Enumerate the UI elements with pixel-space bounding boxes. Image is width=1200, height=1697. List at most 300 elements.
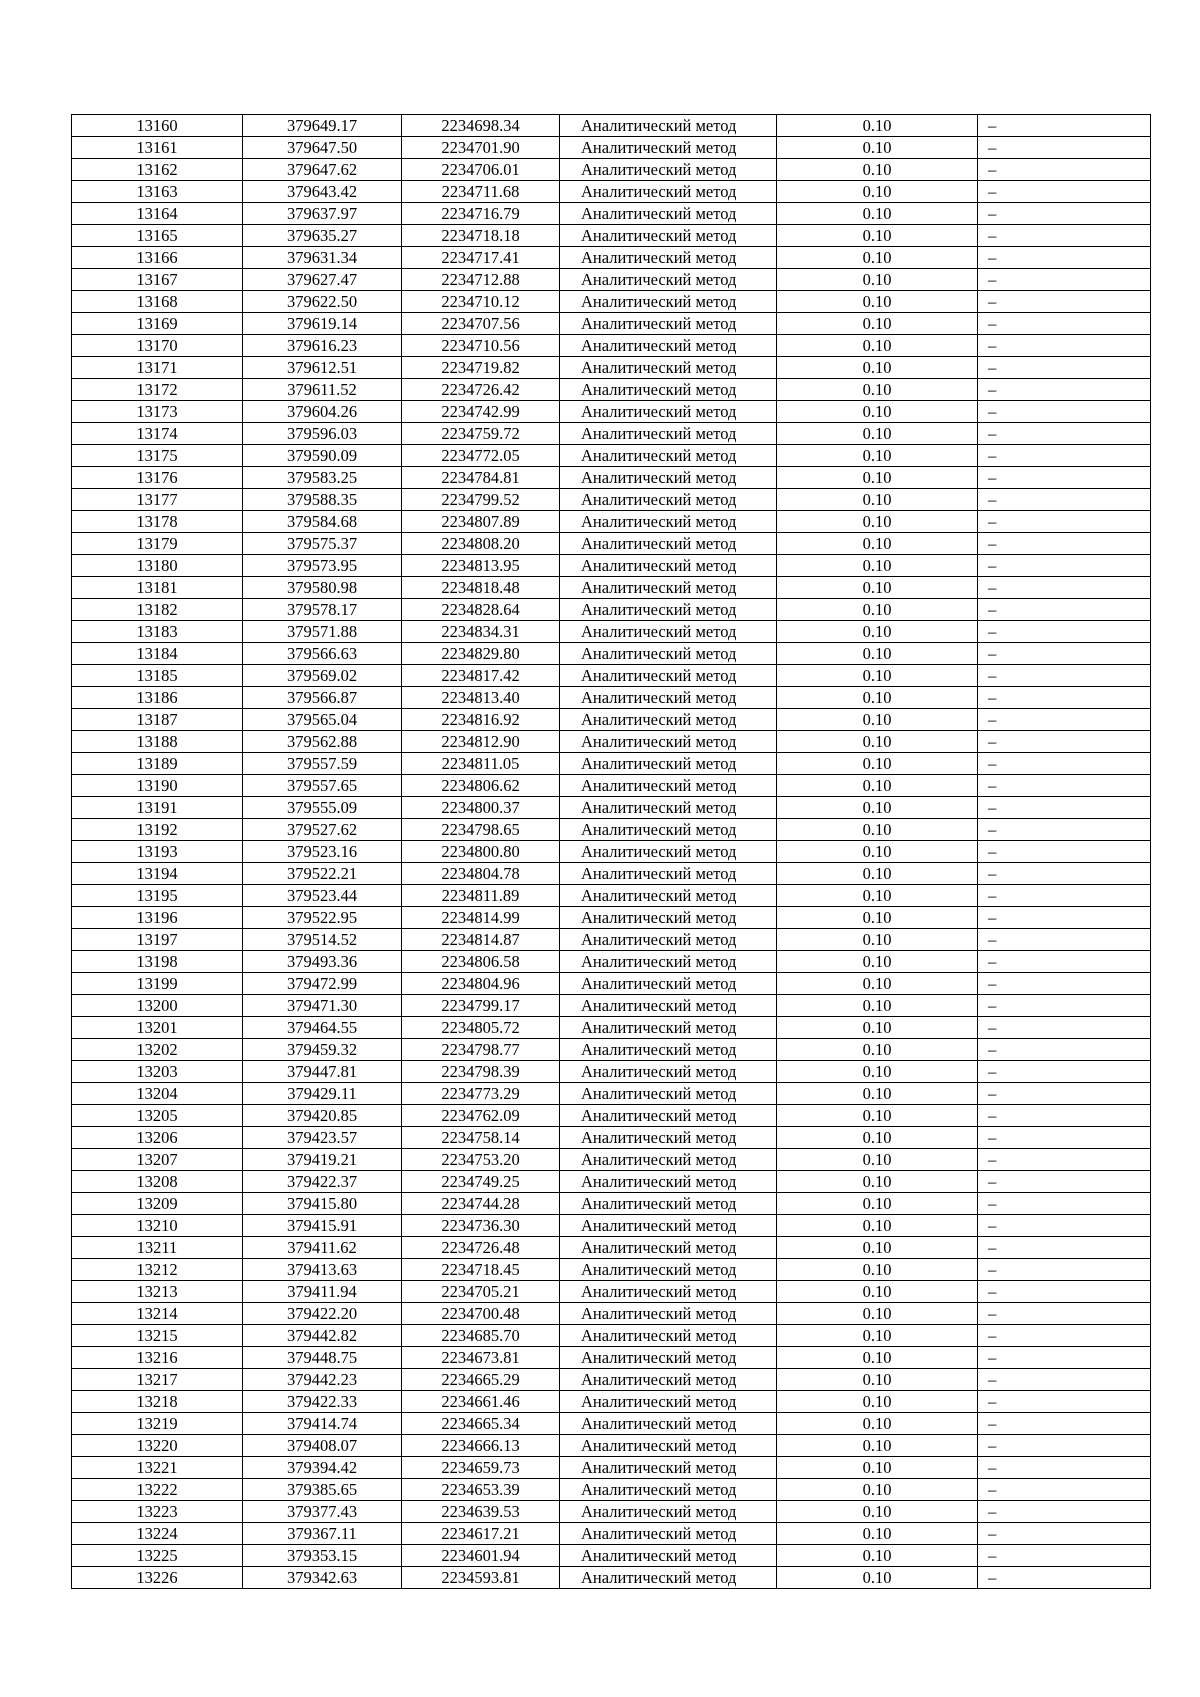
y-coordinate-cell: 2234811.89 [402,885,560,907]
x-coordinate-cell: 379459.32 [243,1039,402,1061]
note-cell: – [978,1325,1151,1347]
point-number-cell: 13200 [72,995,243,1017]
precision-cell: 0.10 [777,379,978,401]
x-coordinate-cell: 379619.14 [243,313,402,335]
precision-cell: 0.10 [777,621,978,643]
x-coordinate-cell: 379414.74 [243,1413,402,1435]
method-cell: Аналитический метод [560,753,777,775]
table-row [72,511,1151,533]
y-coordinate-cell: 2234719.82 [402,357,560,379]
x-coordinate-cell: 379562.88 [243,731,402,753]
y-coordinate-cell: 2234706.01 [402,159,560,181]
point-number-cell: 13210 [72,1215,243,1237]
method-cell: Аналитический метод [560,797,777,819]
note-cell: – [978,1413,1151,1435]
point-number-cell: 13212 [72,1259,243,1281]
method-cell: Аналитический метод [560,1501,777,1523]
note-cell: – [978,1545,1151,1567]
note-cell: – [978,687,1151,709]
y-coordinate-cell: 2234705.21 [402,1281,560,1303]
note-cell: – [978,1193,1151,1215]
method-cell: Аналитический метод [560,775,777,797]
y-coordinate-cell: 2234659.73 [402,1457,560,1479]
precision-cell: 0.10 [777,1017,978,1039]
table-row [72,1039,1151,1061]
note-cell: – [978,511,1151,533]
point-number-cell: 13191 [72,797,243,819]
table-row [72,599,1151,621]
point-number-cell: 13187 [72,709,243,731]
table-row [72,621,1151,643]
x-coordinate-cell: 379353.15 [243,1545,402,1567]
method-cell: Аналитический метод [560,1215,777,1237]
precision-cell: 0.10 [777,1149,978,1171]
precision-cell: 0.10 [777,1105,978,1127]
note-cell: – [978,1479,1151,1501]
x-coordinate-cell: 379584.68 [243,511,402,533]
point-number-cell: 13214 [72,1303,243,1325]
table-row [72,687,1151,709]
y-coordinate-cell: 2234617.21 [402,1523,560,1545]
precision-cell: 0.10 [777,1501,978,1523]
method-cell: Аналитический метод [560,1523,777,1545]
y-coordinate-cell: 2234707.56 [402,313,560,335]
note-cell: – [978,907,1151,929]
precision-cell: 0.10 [777,1567,978,1589]
point-number-cell: 13196 [72,907,243,929]
note-cell: – [978,1501,1151,1523]
y-coordinate-cell: 2234665.29 [402,1369,560,1391]
method-cell: Аналитический метод [560,643,777,665]
note-cell: – [978,225,1151,247]
note-cell: – [978,1523,1151,1545]
table-row [72,1567,1151,1589]
x-coordinate-cell: 379413.63 [243,1259,402,1281]
table-row [72,1457,1151,1479]
x-coordinate-cell: 379575.37 [243,533,402,555]
table-row [72,159,1151,181]
method-cell: Аналитический метод [560,269,777,291]
x-coordinate-cell: 379583.25 [243,467,402,489]
point-number-cell: 13160 [72,115,243,137]
x-coordinate-cell: 379643.42 [243,181,402,203]
x-coordinate-cell: 379647.62 [243,159,402,181]
x-coordinate-cell: 379422.37 [243,1171,402,1193]
coordinates-table [71,114,1151,1589]
table-row [72,291,1151,313]
table-row [72,995,1151,1017]
precision-cell: 0.10 [777,885,978,907]
point-number-cell: 13220 [72,1435,243,1457]
x-coordinate-cell: 379566.87 [243,687,402,709]
precision-cell: 0.10 [777,753,978,775]
precision-cell: 0.10 [777,1435,978,1457]
table-row [72,357,1151,379]
note-cell: – [978,665,1151,687]
x-coordinate-cell: 379590.09 [243,445,402,467]
x-coordinate-cell: 379420.85 [243,1105,402,1127]
precision-cell: 0.10 [777,577,978,599]
method-cell: Аналитический метод [560,1237,777,1259]
precision-cell: 0.10 [777,1171,978,1193]
x-coordinate-cell: 379419.21 [243,1149,402,1171]
table-row [72,467,1151,489]
point-number-cell: 13185 [72,665,243,687]
precision-cell: 0.10 [777,489,978,511]
precision-cell: 0.10 [777,1127,978,1149]
y-coordinate-cell: 2234716.79 [402,203,560,225]
table-row [72,797,1151,819]
x-coordinate-cell: 379631.34 [243,247,402,269]
y-coordinate-cell: 2234829.80 [402,643,560,665]
point-number-cell: 13197 [72,929,243,951]
y-coordinate-cell: 2234601.94 [402,1545,560,1567]
y-coordinate-cell: 2234772.05 [402,445,560,467]
point-number-cell: 13166 [72,247,243,269]
note-cell: – [978,1237,1151,1259]
precision-cell: 0.10 [777,1281,978,1303]
point-number-cell: 13199 [72,973,243,995]
x-coordinate-cell: 379573.95 [243,555,402,577]
note-cell: – [978,1061,1151,1083]
point-number-cell: 13180 [72,555,243,577]
precision-cell: 0.10 [777,687,978,709]
table-row [72,841,1151,863]
x-coordinate-cell: 379649.17 [243,115,402,137]
table-row [72,1523,1151,1545]
note-cell: – [978,599,1151,621]
note-cell: – [978,643,1151,665]
precision-cell: 0.10 [777,1347,978,1369]
note-cell: – [978,335,1151,357]
point-number-cell: 13219 [72,1413,243,1435]
y-coordinate-cell: 2234812.90 [402,731,560,753]
y-coordinate-cell: 2234828.64 [402,599,560,621]
x-coordinate-cell: 379565.04 [243,709,402,731]
precision-cell: 0.10 [777,1523,978,1545]
point-number-cell: 13169 [72,313,243,335]
y-coordinate-cell: 2234808.20 [402,533,560,555]
method-cell: Аналитический метод [560,841,777,863]
y-coordinate-cell: 2234798.39 [402,1061,560,1083]
table-row [72,1105,1151,1127]
y-coordinate-cell: 2234593.81 [402,1567,560,1589]
table-row [72,269,1151,291]
table-row [72,137,1151,159]
x-coordinate-cell: 379616.23 [243,335,402,357]
method-cell: Аналитический метод [560,665,777,687]
precision-cell: 0.10 [777,225,978,247]
x-coordinate-cell: 379377.43 [243,1501,402,1523]
precision-cell: 0.10 [777,203,978,225]
table-row [72,423,1151,445]
method-cell: Аналитический метод [560,599,777,621]
method-cell: Аналитический метод [560,885,777,907]
point-number-cell: 13172 [72,379,243,401]
x-coordinate-cell: 379637.97 [243,203,402,225]
point-number-cell: 13181 [72,577,243,599]
y-coordinate-cell: 2234807.89 [402,511,560,533]
precision-cell: 0.10 [777,137,978,159]
precision-cell: 0.10 [777,423,978,445]
y-coordinate-cell: 2234742.99 [402,401,560,423]
note-cell: – [978,1281,1151,1303]
note-cell: – [978,489,1151,511]
y-coordinate-cell: 2234666.13 [402,1435,560,1457]
point-number-cell: 13213 [72,1281,243,1303]
precision-cell: 0.10 [777,1259,978,1281]
method-cell: Аналитический метод [560,445,777,467]
x-coordinate-cell: 379566.63 [243,643,402,665]
precision-cell: 0.10 [777,1039,978,1061]
precision-cell: 0.10 [777,775,978,797]
precision-cell: 0.10 [777,445,978,467]
point-number-cell: 13176 [72,467,243,489]
note-cell: – [978,423,1151,445]
x-coordinate-cell: 379448.75 [243,1347,402,1369]
x-coordinate-cell: 379464.55 [243,1017,402,1039]
method-cell: Аналитический метод [560,621,777,643]
y-coordinate-cell: 2234773.29 [402,1083,560,1105]
y-coordinate-cell: 2234673.81 [402,1347,560,1369]
precision-cell: 0.10 [777,555,978,577]
point-number-cell: 13184 [72,643,243,665]
note-cell: – [978,1567,1151,1589]
precision-cell: 0.10 [777,511,978,533]
note-cell: – [978,1259,1151,1281]
method-cell: Аналитический метод [560,313,777,335]
point-number-cell: 13198 [72,951,243,973]
y-coordinate-cell: 2234685.70 [402,1325,560,1347]
note-cell: – [978,159,1151,181]
method-cell: Аналитический метод [560,357,777,379]
point-number-cell: 13192 [72,819,243,841]
point-number-cell: 13167 [72,269,243,291]
point-number-cell: 13186 [72,687,243,709]
precision-cell: 0.10 [777,1193,978,1215]
x-coordinate-cell: 379415.91 [243,1215,402,1237]
point-number-cell: 13190 [72,775,243,797]
table-row [72,1259,1151,1281]
y-coordinate-cell: 2234834.31 [402,621,560,643]
method-cell: Аналитический метод [560,687,777,709]
precision-cell: 0.10 [777,1083,978,1105]
method-cell: Аналитический метод [560,181,777,203]
precision-cell: 0.10 [777,643,978,665]
method-cell: Аналитический метод [560,577,777,599]
table-row [72,1545,1151,1567]
y-coordinate-cell: 2234726.42 [402,379,560,401]
precision-cell: 0.10 [777,401,978,423]
y-coordinate-cell: 2234813.40 [402,687,560,709]
note-cell: – [978,445,1151,467]
method-cell: Аналитический метод [560,291,777,313]
method-cell: Аналитический метод [560,731,777,753]
y-coordinate-cell: 2234804.96 [402,973,560,995]
x-coordinate-cell: 379611.52 [243,379,402,401]
method-cell: Аналитический метод [560,995,777,1017]
y-coordinate-cell: 2234814.99 [402,907,560,929]
table-row [72,445,1151,467]
precision-cell: 0.10 [777,1061,978,1083]
table-row [72,533,1151,555]
point-number-cell: 13202 [72,1039,243,1061]
x-coordinate-cell: 379627.47 [243,269,402,291]
x-coordinate-cell: 379472.99 [243,973,402,995]
method-cell: Аналитический метод [560,1479,777,1501]
point-number-cell: 13162 [72,159,243,181]
method-cell: Аналитический метод [560,489,777,511]
table-row [72,1127,1151,1149]
x-coordinate-cell: 379571.88 [243,621,402,643]
y-coordinate-cell: 2234736.30 [402,1215,560,1237]
note-cell: – [978,951,1151,973]
precision-cell: 0.10 [777,731,978,753]
point-number-cell: 13224 [72,1523,243,1545]
point-number-cell: 13194 [72,863,243,885]
point-number-cell: 13218 [72,1391,243,1413]
y-coordinate-cell: 2234814.87 [402,929,560,951]
note-cell: – [978,467,1151,489]
method-cell: Аналитический метод [560,1567,777,1589]
point-number-cell: 13206 [72,1127,243,1149]
x-coordinate-cell: 379527.62 [243,819,402,841]
method-cell: Аналитический метод [560,1039,777,1061]
precision-cell: 0.10 [777,115,978,137]
precision-cell: 0.10 [777,665,978,687]
note-cell: – [978,929,1151,951]
table-row [72,335,1151,357]
x-coordinate-cell: 379422.33 [243,1391,402,1413]
precision-cell: 0.10 [777,533,978,555]
note-cell: – [978,753,1151,775]
point-number-cell: 13165 [72,225,243,247]
table-row [72,643,1151,665]
method-cell: Аналитический метод [560,819,777,841]
y-coordinate-cell: 2234784.81 [402,467,560,489]
precision-cell: 0.10 [777,863,978,885]
x-coordinate-cell: 379415.80 [243,1193,402,1215]
table-row [72,885,1151,907]
x-coordinate-cell: 379580.98 [243,577,402,599]
method-cell: Аналитический метод [560,1435,777,1457]
precision-cell: 0.10 [777,995,978,1017]
table-row [72,1501,1151,1523]
x-coordinate-cell: 379635.27 [243,225,402,247]
y-coordinate-cell: 2234744.28 [402,1193,560,1215]
y-coordinate-cell: 2234818.48 [402,577,560,599]
x-coordinate-cell: 379429.11 [243,1083,402,1105]
point-number-cell: 13225 [72,1545,243,1567]
method-cell: Аналитический метод [560,533,777,555]
method-cell: Аналитический метод [560,951,777,973]
y-coordinate-cell: 2234661.46 [402,1391,560,1413]
point-number-cell: 13183 [72,621,243,643]
point-number-cell: 13216 [72,1347,243,1369]
point-number-cell: 13221 [72,1457,243,1479]
x-coordinate-cell: 379596.03 [243,423,402,445]
method-cell: Аналитический метод [560,1325,777,1347]
method-cell: Аналитический метод [560,247,777,269]
precision-cell: 0.10 [777,1391,978,1413]
x-coordinate-cell: 379522.21 [243,863,402,885]
y-coordinate-cell: 2234762.09 [402,1105,560,1127]
precision-cell: 0.10 [777,819,978,841]
precision-cell: 0.10 [777,159,978,181]
point-number-cell: 13223 [72,1501,243,1523]
method-cell: Аналитический метод [560,1171,777,1193]
table-row [72,709,1151,731]
y-coordinate-cell: 2234718.45 [402,1259,560,1281]
table-row [72,1061,1151,1083]
point-number-cell: 13170 [72,335,243,357]
precision-cell: 0.10 [777,335,978,357]
table-row [72,1171,1151,1193]
note-cell: – [978,533,1151,555]
x-coordinate-cell: 379422.20 [243,1303,402,1325]
y-coordinate-cell: 2234700.48 [402,1303,560,1325]
table-row [72,819,1151,841]
x-coordinate-cell: 379612.51 [243,357,402,379]
note-cell: – [978,1391,1151,1413]
note-cell: – [978,1303,1151,1325]
point-number-cell: 13161 [72,137,243,159]
precision-cell: 0.10 [777,1215,978,1237]
note-cell: – [978,885,1151,907]
precision-cell: 0.10 [777,357,978,379]
y-coordinate-cell: 2234811.05 [402,753,560,775]
point-number-cell: 13203 [72,1061,243,1083]
x-coordinate-cell: 379471.30 [243,995,402,1017]
y-coordinate-cell: 2234717.41 [402,247,560,269]
coordinates-table-body [72,115,1151,1589]
table-row [72,577,1151,599]
method-cell: Аналитический метод [560,1303,777,1325]
precision-cell: 0.10 [777,973,978,995]
y-coordinate-cell: 2234698.34 [402,115,560,137]
method-cell: Аналитический метод [560,1545,777,1567]
note-cell: – [978,1127,1151,1149]
x-coordinate-cell: 379588.35 [243,489,402,511]
y-coordinate-cell: 2234813.95 [402,555,560,577]
point-number-cell: 13182 [72,599,243,621]
table-row [72,929,1151,951]
table-row [72,1149,1151,1171]
method-cell: Аналитический метод [560,159,777,181]
y-coordinate-cell: 2234753.20 [402,1149,560,1171]
precision-cell: 0.10 [777,1369,978,1391]
table-row [72,1479,1151,1501]
x-coordinate-cell: 379442.82 [243,1325,402,1347]
y-coordinate-cell: 2234817.42 [402,665,560,687]
x-coordinate-cell: 379514.52 [243,929,402,951]
precision-cell: 0.10 [777,1325,978,1347]
note-cell: – [978,973,1151,995]
y-coordinate-cell: 2234749.25 [402,1171,560,1193]
y-coordinate-cell: 2234710.56 [402,335,560,357]
y-coordinate-cell: 2234799.52 [402,489,560,511]
note-cell: – [978,181,1151,203]
method-cell: Аналитический метод [560,709,777,731]
point-number-cell: 13188 [72,731,243,753]
x-coordinate-cell: 379342.63 [243,1567,402,1589]
y-coordinate-cell: 2234798.65 [402,819,560,841]
precision-cell: 0.10 [777,797,978,819]
precision-cell: 0.10 [777,1545,978,1567]
method-cell: Аналитический метод [560,929,777,951]
point-number-cell: 13204 [72,1083,243,1105]
note-cell: – [978,115,1151,137]
